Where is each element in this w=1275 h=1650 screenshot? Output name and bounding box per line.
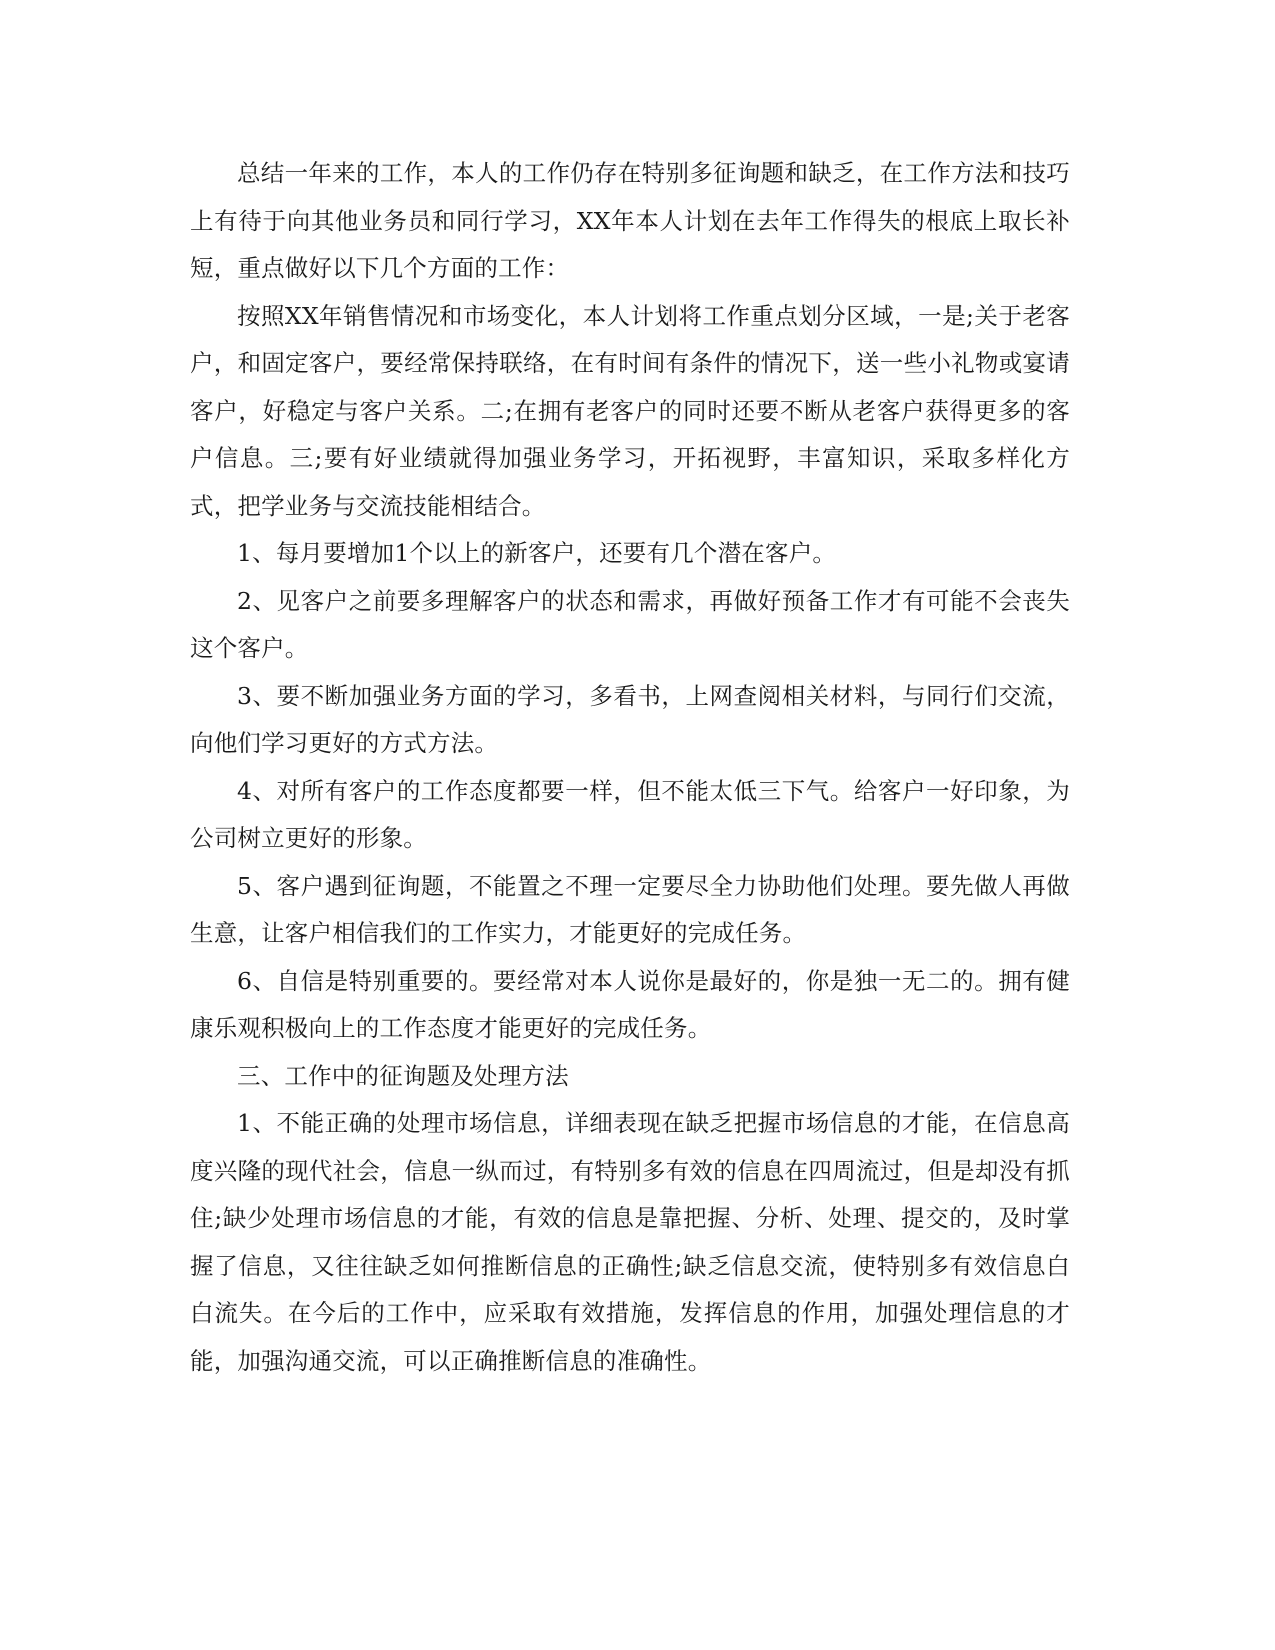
list-item-1: 1、每月要增加1个以上的新客户，还要有几个潜在客户。 [237,539,837,567]
document-body [190,150,1070,1385]
paragraph-plan: 按照XX年销售情况和市场变化，本人计划将工作重点划分区域，一是;关于老客户，和固定客户，要经常保持联络，在有时间有条件的情况下，送一些小礼物或宴请客户，好稳定与客户关系。二;在拥有老客户的同时还要不断从老客户获得更多的客户信息。三;要有好业绩就得加强业务学习，开拓视野，丰富知识，采取多样化方式，把学业务与交流技能相结合。 [190,301,1070,520]
list-item-5: 5、客户遇到征询题，不能置之不理一定要尽全力协助他们处理。要先做人再做生意，让客户相信我们的工作实力，才能更好的完成任务。 [190,871,1070,947]
list-item-3: 3、要不断加强业务方面的学习，多看书，上网查阅相关材料，与同行们交流，向他们学习更好的方式方法。 [190,681,1070,757]
section-heading: 三、工作中的征询题及处理方法 [237,1061,569,1090]
list-item-6: 6、自信是特别重要的。要经常对本人说你是最好的，你是独一无二的。拥有健康乐观积极向上的工作态度才能更好的完成任务。 [190,966,1070,1042]
list-item-4: 4、对所有客户的工作态度都要一样，但不能太低三下气。给客户一好印象，为公司树立更好的形象。 [190,776,1070,852]
section-item-1: 1、不能正确的处理市场信息，详细表现在缺乏把握市场信息的才能，在信息高度兴隆的现代社会，信息一纵而过，有特别多有效的信息在四周流过，但是却没有抓住;缺少处理市场信息的才能，有效的信息是靠把握、分析、处理、提交的，及时掌握了信息，又往往缺乏如何推断信息的正确性;缺乏信息交流，使特别多有效信息白白流失。在今后的工作中，应采取有效措施，发挥信息的作用，加强处理信息的才能，加强沟通交流，可以正确推断信息的准确性。 [190,1109,1070,1375]
paragraph-intro: 总结一年来的工作，本人的工作仍存在特别多征询题和缺乏，在工作方法和技巧上有待于向其他业务员和同行学习，XX年本人计划在去年工作得失的根底上取长补短，重点做好以下几个方面的工作： [190,159,1070,282]
list-item-2: 2、见客户之前要多理解客户的状态和需求，再做好预备工作才有可能不会丧失这个客户。 [190,586,1070,662]
